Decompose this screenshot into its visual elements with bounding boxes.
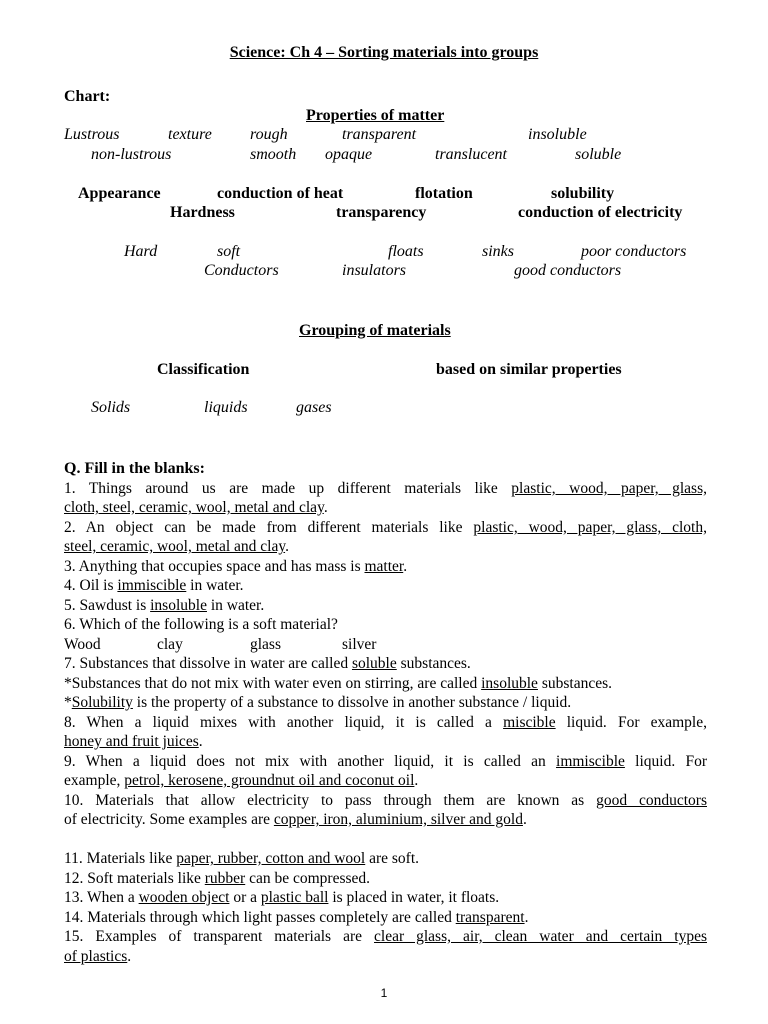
question-12: 12. Soft materials like rubber can be compressed. <box>64 870 371 887</box>
note-insoluble: *Substances that do not mix with water even on stirring, are called insoluble substances. <box>64 675 612 692</box>
property-word: Lustrous <box>64 126 120 143</box>
property-word: poor conductors <box>581 243 687 260</box>
property-word: translucent <box>435 146 507 163</box>
option: Wood <box>64 636 101 653</box>
answer: miscible <box>503 714 556 731</box>
questions-heading: Q. Fill in the blanks: <box>64 460 205 477</box>
property-category: Hardness <box>170 204 235 221</box>
question-2-cont: steel, ceramic, wool, metal and clay. <box>64 538 289 555</box>
question-9-cont: example, petrol, kerosene, groundnut oil and coconut oil. <box>64 772 419 789</box>
property-word: Hard <box>124 243 158 260</box>
state-of-matter: gases <box>296 399 332 416</box>
property-word: rough <box>250 126 288 143</box>
answer: paper, rubber, cotton and wool <box>176 850 366 867</box>
state-of-matter: Solids <box>91 399 131 416</box>
answer: insoluble <box>150 597 207 614</box>
answer: matter <box>364 558 404 575</box>
property-word: smooth <box>250 146 297 163</box>
property-word: soft <box>217 243 241 260</box>
property-word: texture <box>168 126 212 143</box>
answer: of plastics <box>64 948 128 965</box>
question-5: 5. Sawdust is insoluble in water. <box>64 597 265 614</box>
question-1-cont: cloth, steel, ceramic, wool, metal and clay. <box>64 499 328 516</box>
property-word: transparent <box>342 126 417 143</box>
question-15-cont: of plastics. <box>64 948 132 965</box>
based-on-label: based on similar properties <box>436 361 622 378</box>
state-of-matter: liquids <box>204 399 248 416</box>
grouping-heading: Grouping of materials <box>299 322 451 339</box>
option: clay <box>157 636 183 653</box>
answer: good conductors <box>596 792 707 809</box>
property-word: insoluble <box>528 126 587 143</box>
answer: petrol, kerosene, groundnut oil and coconut oil <box>124 772 415 789</box>
answer: insoluble <box>481 675 538 692</box>
note-solubility: *Solubility is the property of a substance to dissolve in another substance / liquid. <box>64 694 572 711</box>
property-word: soluble <box>575 146 622 163</box>
properties-heading: Properties of matter <box>306 107 445 124</box>
property-word: Conductors <box>204 262 279 279</box>
answer: soluble <box>351 655 397 672</box>
property-word: good conductors <box>514 262 622 279</box>
answer: plastic ball <box>260 889 329 906</box>
property-category: transparency <box>336 204 427 221</box>
answer: plastic, wood, paper, glass, <box>511 480 707 497</box>
question-13: 13. When a wooden object or a plastic ball is placed in water, it floats. <box>64 889 500 906</box>
question-14: 14. Materials through which light passes completely are called transparent. <box>64 909 529 926</box>
page-number: 1 <box>380 986 388 1000</box>
answer: wooden object <box>138 889 230 906</box>
question-3: 3. Anything that occupies space and has mass is matter. <box>64 558 408 575</box>
question-8-cont: honey and fruit juices. <box>64 733 203 750</box>
property-word: sinks <box>482 243 514 260</box>
property-category: solubility <box>551 185 615 202</box>
chart-label: Chart: <box>64 88 111 105</box>
property-word: floats <box>388 243 424 260</box>
question-10-cont: of electricity. Some examples are copper, iron, aluminium, silver and gold. <box>64 811 527 828</box>
question-15: 15. Examples of transparent materials are clear glass, air, clean water and certain types <box>64 928 707 945</box>
option: silver <box>342 636 377 653</box>
answer: steel, ceramic, wool, metal and clay <box>64 538 286 555</box>
answer: cloth, steel, ceramic, wool, metal and clay <box>64 499 324 516</box>
question-4: 4. Oil is immiscible in water. <box>64 577 244 594</box>
question-11: 11. Materials like paper, rubber, cotton and wool are soft. <box>64 850 420 867</box>
answer: immiscible <box>117 577 187 594</box>
property-category: conduction of heat <box>217 185 344 202</box>
question-9: 9. When a liquid does not mix with another liquid, it is called an immiscible liquid. For <box>64 753 707 770</box>
answer: immiscible <box>556 753 625 770</box>
property-category: Appearance <box>78 185 161 202</box>
question-6: 6. Which of the following is a soft material? <box>64 616 338 633</box>
classification-label: Classification <box>157 361 250 378</box>
question-8: 8. When a liquid mixes with another liquid, it is called a miscible liquid. For example, <box>64 714 707 731</box>
property-category: flotation <box>415 185 473 202</box>
answer: rubber <box>204 870 246 887</box>
question-10: 10. Materials that allow electricity to pass through them are known as good conductors <box>64 792 707 809</box>
property-word: opaque <box>325 146 373 163</box>
document-title: Science: Ch 4 – Sorting materials into groups <box>229 44 539 61</box>
property-word: non-lustrous <box>91 146 172 163</box>
question-7: 7. Substances that dissolve in water are called soluble substances. <box>64 655 471 672</box>
answer: honey and fruit juices <box>64 733 199 750</box>
answer: copper, iron, aluminium, silver and gold <box>273 811 523 828</box>
property-word: insulators <box>342 262 407 279</box>
answer: plastic, wood, paper, glass, cloth, <box>473 519 707 536</box>
property-category: conduction of electricity <box>518 204 683 221</box>
answer: clear glass, air, clean water and certain types <box>374 928 707 945</box>
option: glass <box>250 636 281 653</box>
question-1: 1. Things around us are made up different materials like plastic, wood, paper, glass, <box>64 480 707 497</box>
answer: Solubility <box>71 694 133 711</box>
question-2: 2. An object can be made from different materials like plastic, wood, paper, glass, cloth, <box>64 519 707 536</box>
answer: transparent <box>455 909 525 926</box>
